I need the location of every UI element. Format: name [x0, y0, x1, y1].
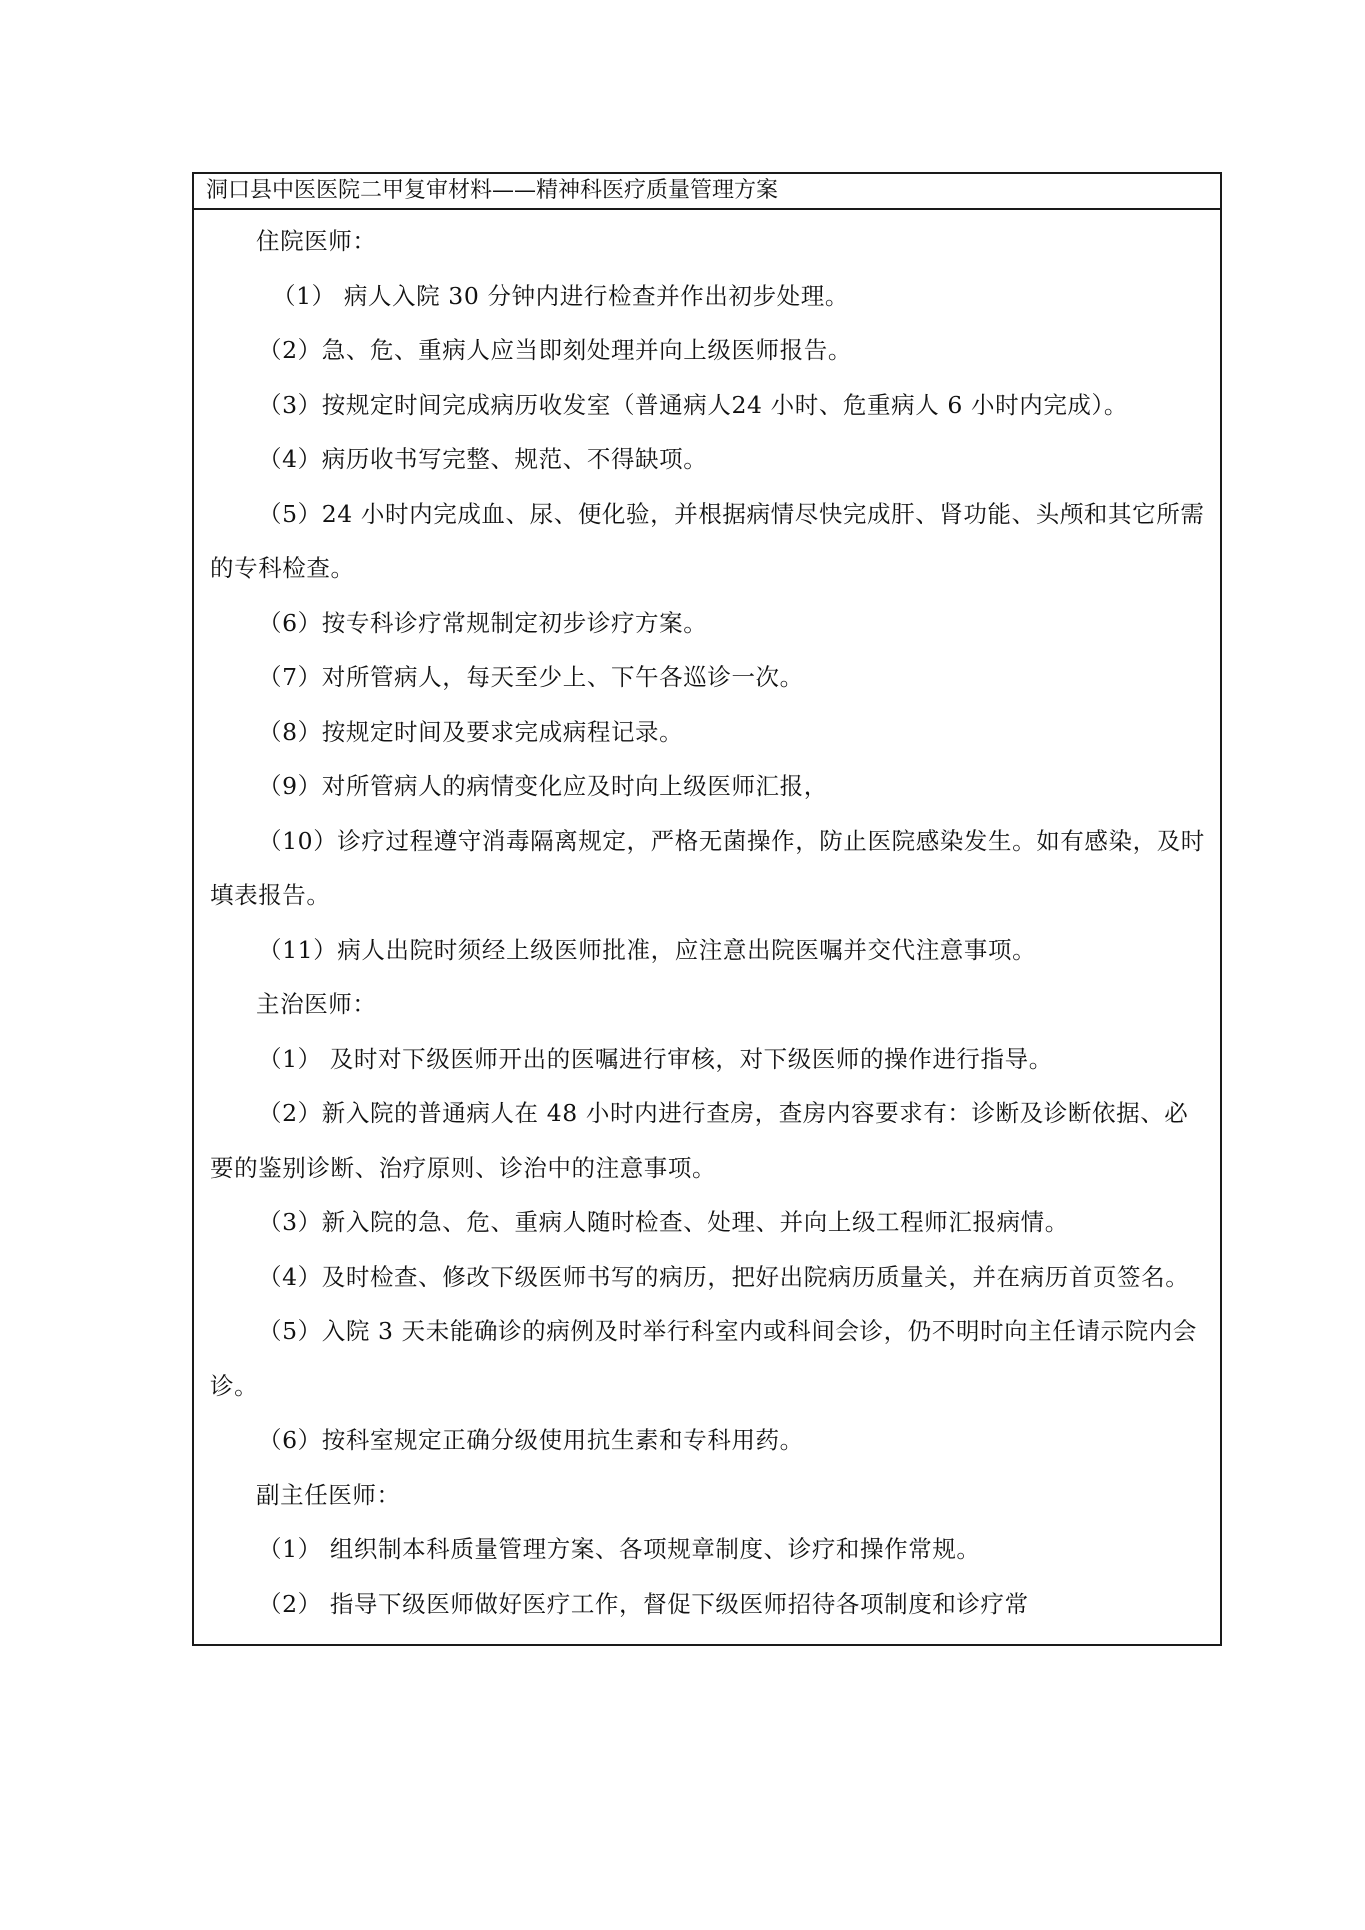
list-item: （11）病人出院时须经上级医师批准，应注意出院医嘱并交代注意事项。	[258, 935, 1037, 964]
list-item: （7）对所管病人，每天至少上、下午各巡诊一次。	[258, 663, 804, 691]
list-item: （6）按专科诊疗常规制定初步诊疗方案。	[258, 608, 708, 637]
list-item: （4）及时检查、修改下级医师书写的病历，把好出院病历质量关，并在病历首页签名。	[258, 1262, 1190, 1291]
list-item: （5）24 小时内完成血、尿、便化验，并根据病情尽快完成肝、肾功能、头颅和其它所需的专科检查。	[210, 499, 1205, 582]
document-table	[192, 172, 1222, 1646]
list-item: （1） 及时对下级医师开出的医嘱进行审核，对下级医师的操作进行指导。	[258, 1044, 1053, 1073]
section-heading: 住院医师：	[256, 227, 377, 255]
list-item: （1） 病人入院 30 分钟内进行检查并作出初步处理。	[272, 281, 849, 310]
document-header: 洞口县中医医院二甲复审材料——精神科医疗质量管理方案	[194, 174, 1220, 210]
list-item: （5）入院 3 天未能确诊的病例及时举行科室内或科间会诊，仍不明时向主任请示院内会诊。	[210, 1317, 1197, 1400]
list-item: （3）新入院的急、危、重病人随时检查、处理、并向上级工程师汇报病情。	[258, 1208, 1069, 1236]
list-item: （2）急、危、重病人应当即刻处理并向上级医师报告。	[258, 336, 852, 364]
list-item: （10）诊疗过程遵守消毒隔离规定，严格无菌操作，防止医院感染发生。如有感染，及时填表报告。	[210, 826, 1205, 909]
section-heading: 副主任医师：	[256, 1480, 401, 1509]
list-item: （6）按科室规定正确分级使用抗生素和专科用药。	[258, 1426, 804, 1454]
list-item: （8）按规定时间及要求完成病程记录。	[258, 717, 684, 746]
section-heading: 主治医师：	[256, 990, 377, 1018]
list-item: （4）病历收书写完整、规范、不得缺项。	[258, 445, 708, 473]
list-item: （2）新入院的普通病人在 48 小时内进行查房，查房内容要求有：诊断及诊断依据、必要的鉴别诊断、治疗原则、诊治中的注意事项。	[210, 1099, 1189, 1182]
list-item: （9）对所管病人的病情变化应及时向上级医师汇报，	[258, 772, 828, 800]
list-item: （3）按规定时间完成病历收发室（普通病人24 小时、危重病人 6 小时内完成）。	[258, 390, 1128, 419]
list-item: （2） 指导下级医师做好医疗工作，督促下级医师招待各项制度和诊疗常	[258, 1589, 1029, 1618]
document-body	[194, 210, 1220, 1631]
list-item: （1） 组织制本科质量管理方案、各项规章制度、诊疗和操作常规。	[258, 1535, 981, 1563]
